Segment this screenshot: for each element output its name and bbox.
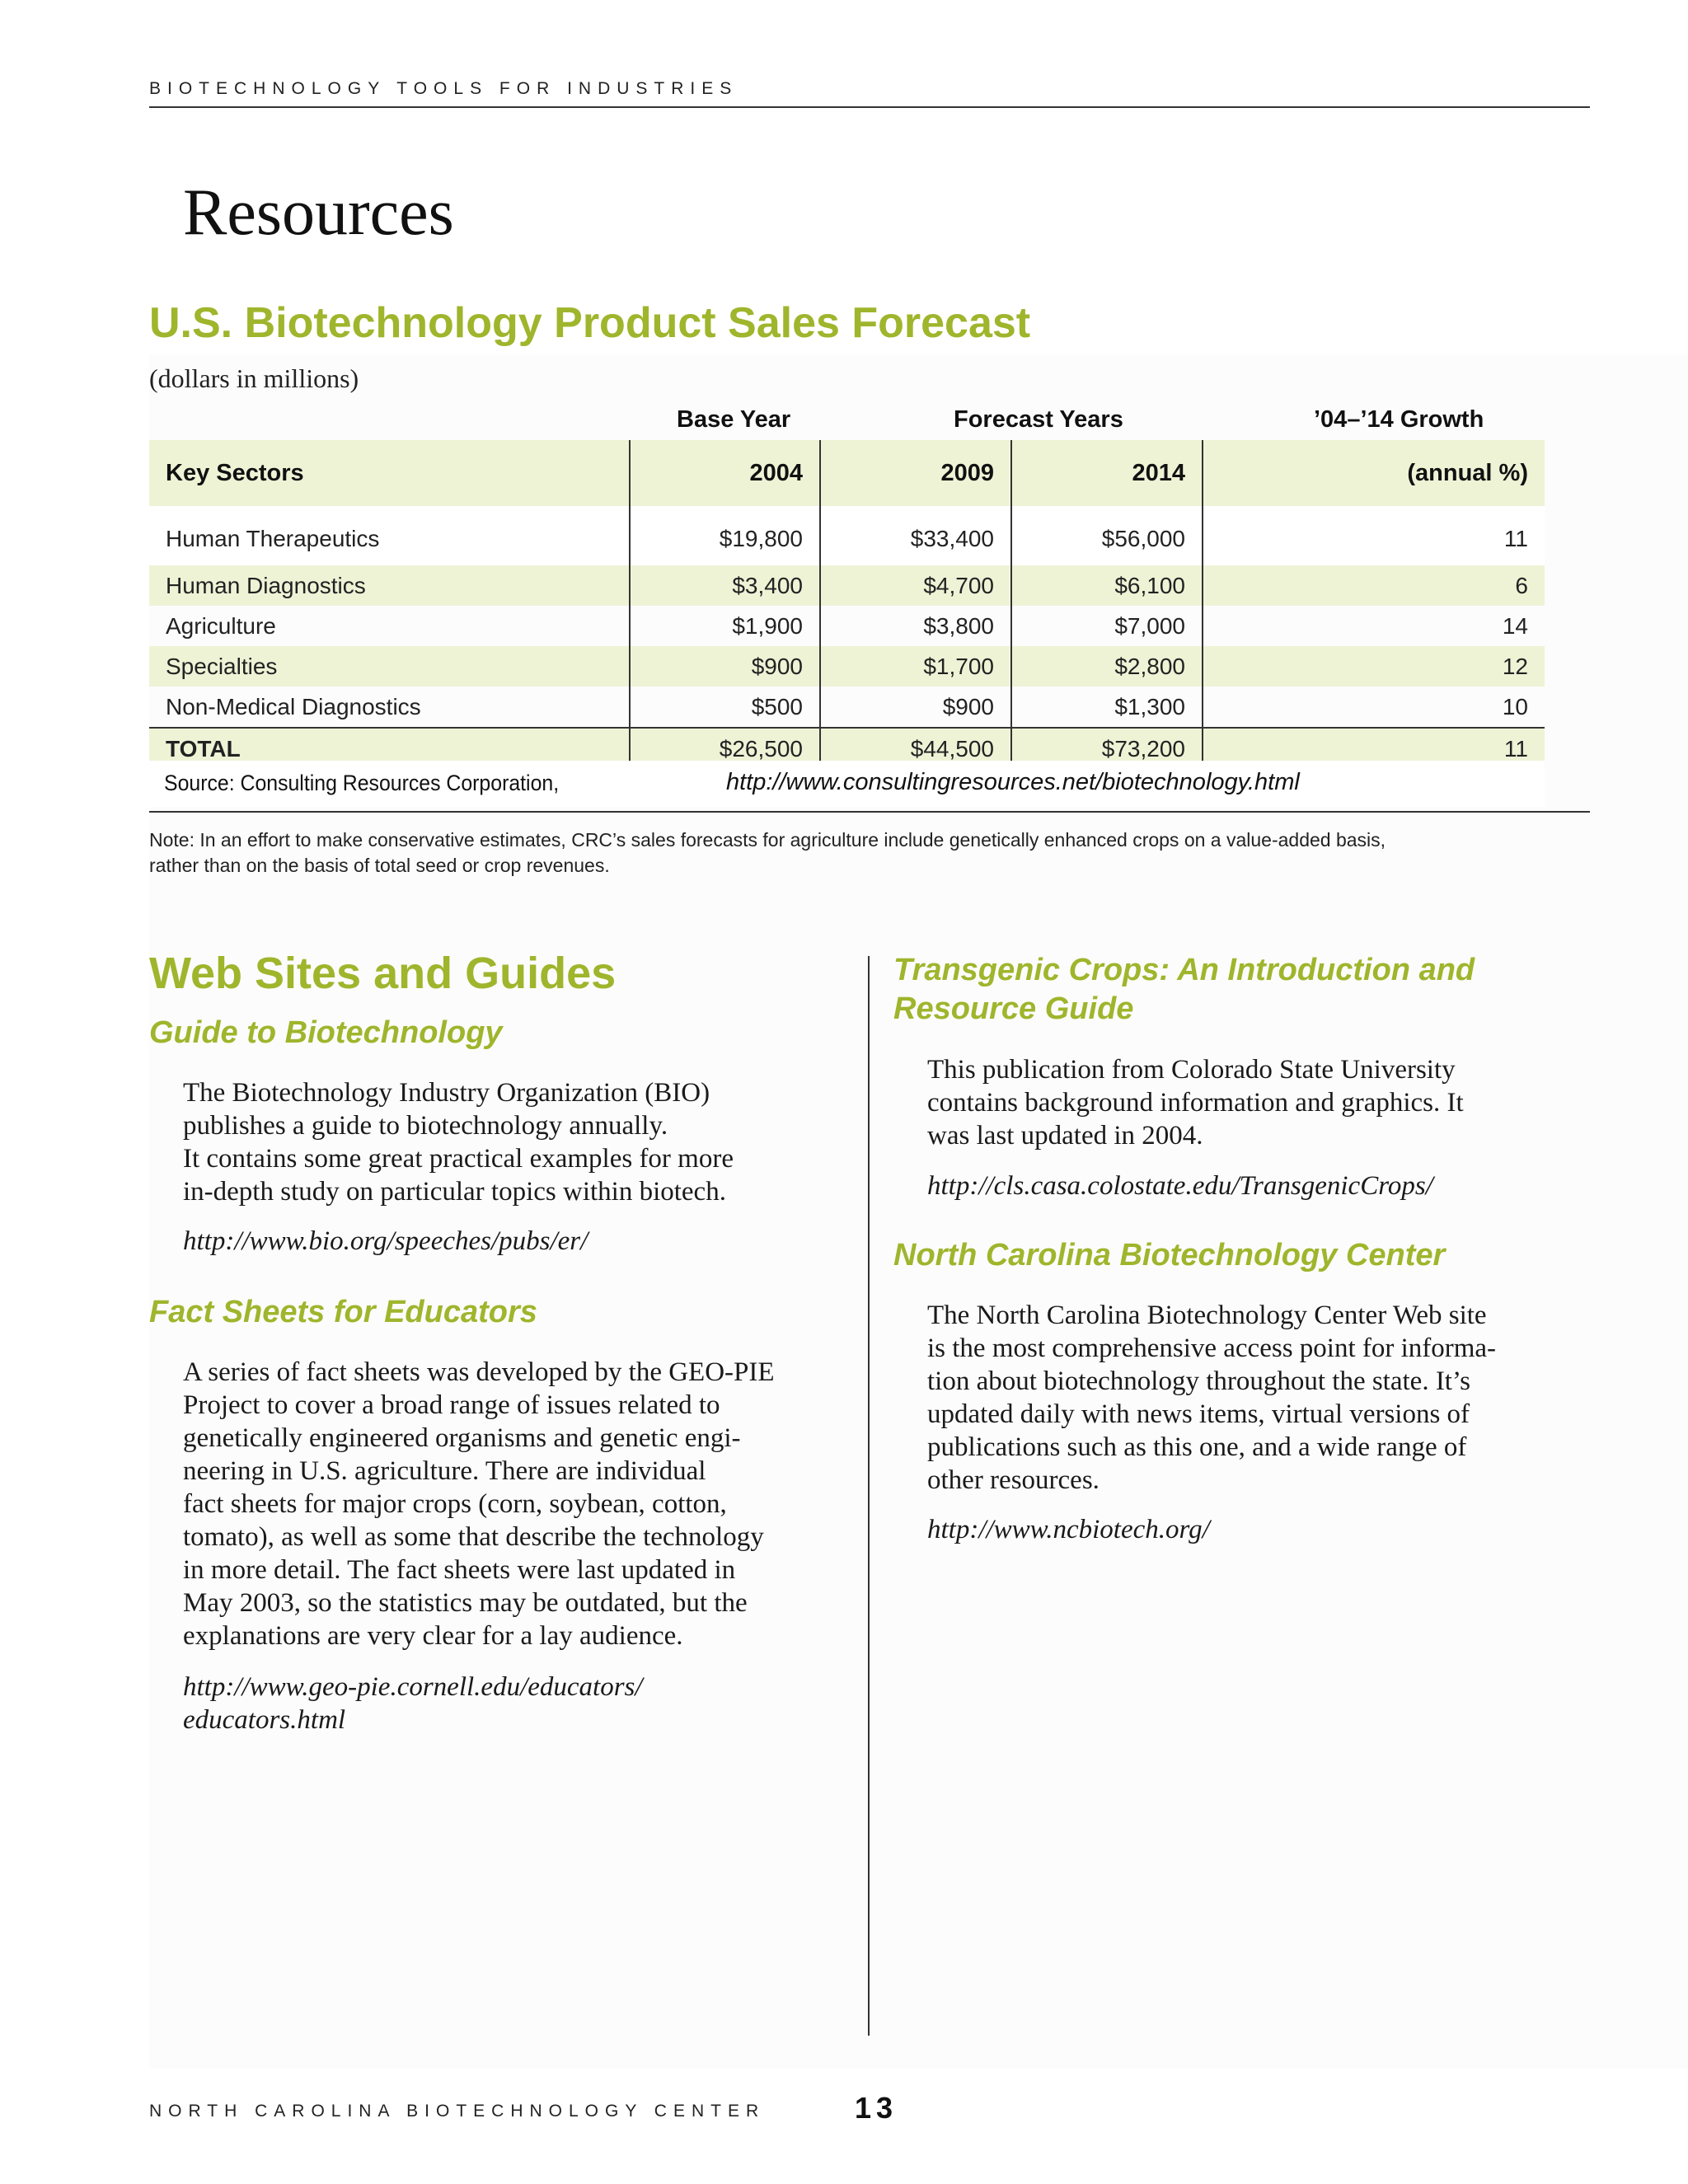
- header-rule: [149, 106, 1590, 108]
- note-line: rather than on the basis of total seed or crop revenues.: [149, 855, 610, 876]
- table-cell: 12: [1203, 646, 1545, 687]
- body-line: It contains some great practical examples for more: [183, 1144, 734, 1174]
- table-cell: $1,700: [820, 646, 1011, 687]
- table-cell: $1,900: [630, 606, 820, 646]
- body-line: genetically engineered organisms and genetic engi-: [183, 1423, 741, 1453]
- table-cell: $6,100: [1011, 565, 1203, 606]
- body-line: The Biotechnology Industry Organization (BIO): [183, 1078, 710, 1108]
- table-cell: $33,400: [820, 506, 1011, 565]
- body-line: in more detail. The fact sheets were last updated in: [183, 1555, 736, 1585]
- note-line: Note: In an effort to make conservative estimates, CRC’s sales forecasts for agriculture include genetically enhanced crops on a value-added basis,: [149, 829, 1386, 851]
- body-line: tion about biotechnology throughout the state. It’s: [927, 1366, 1470, 1396]
- table-cell: Non-Medical Diagnostics: [166, 693, 421, 719]
- table-cell: 14: [1203, 606, 1545, 646]
- table-cell: $7,000: [1011, 606, 1203, 646]
- body-line: A series of fact sheets was developed by the GEO-PIE: [183, 1357, 775, 1387]
- table-bottom-rule: [149, 811, 1590, 813]
- table-cell: 11: [1203, 506, 1545, 565]
- table-source: [149, 761, 1545, 807]
- table-cell: $900: [630, 646, 820, 687]
- group-header-forecast-years: Forecast Years: [954, 406, 1123, 433]
- group-header-base-year: Base Year: [677, 406, 791, 433]
- table-cell: 11: [1203, 728, 1545, 769]
- body-line: was last updated in 2004.: [927, 1121, 1203, 1151]
- forecast-table: [149, 440, 1545, 769]
- table-note: [149, 827, 1583, 879]
- body-line: publications such as this one, and a wide range of: [927, 1432, 1467, 1462]
- title-line: Resource Guide: [893, 991, 1134, 1026]
- guide-link[interactable]: http://www.bio.org/speeches/pubs/er/: [183, 1226, 588, 1256]
- body-line: The North Carolina Biotechnology Center Web site: [927, 1301, 1487, 1330]
- table-cell: 10: [1203, 687, 1545, 728]
- link-line[interactable]: educators.html: [183, 1705, 346, 1735]
- body-line: in-depth study on particular topics within biotech.: [183, 1177, 726, 1207]
- table-cell: $1,300: [1011, 687, 1203, 728]
- table-row: [149, 687, 1545, 728]
- forecast-title: U.S. Biotechnology Product Sales Forecast: [149, 299, 1031, 347]
- group-header-growth: ’04–’14 Growth: [1314, 406, 1484, 433]
- body-line: is the most comprehensive access point for informa-: [927, 1333, 1497, 1363]
- body-line: Project to cover a broad range of issues related to: [183, 1390, 720, 1420]
- ncbc-title: North Carolina Biotechnology Center: [893, 1238, 1446, 1272]
- column-header: 2014: [1011, 440, 1203, 506]
- ncbc-link[interactable]: http://www.ncbiotech.org/: [927, 1515, 1210, 1544]
- fact-sheets-title: Fact Sheets for Educators: [149, 1295, 537, 1329]
- table-cell: Human Therapeutics: [149, 506, 630, 565]
- table-cell: $900: [820, 687, 1011, 728]
- table-cell: $3,800: [820, 606, 1011, 646]
- body-line: explanations are very clear for a lay audience.: [183, 1621, 683, 1651]
- body-line: fact sheets for major crops (corn, soybean, cotton,: [183, 1489, 727, 1519]
- column-header: Key Sectors: [149, 440, 630, 506]
- web-sites-heading: Web Sites and Guides: [149, 949, 617, 998]
- table-row: [149, 646, 1545, 687]
- body-line: updated daily with news items, virtual versions of: [927, 1399, 1470, 1429]
- column-header: 2009: [820, 440, 1011, 506]
- source-label: Source: Consulting Resources Corporation,: [164, 771, 560, 795]
- table-row: [149, 565, 1545, 606]
- running-head: BIOTECHNOLOGY TOOLS FOR INDUSTRIES: [149, 79, 738, 98]
- column-header: 2004: [630, 440, 820, 506]
- table-cell: $56,000: [1011, 506, 1203, 565]
- page-title: Resources: [183, 176, 454, 249]
- table-cell: $19,800: [630, 506, 820, 565]
- body-line: May 2003, so the statistics may be outdated, but the: [183, 1588, 748, 1618]
- ncbc-body: [927, 1299, 1587, 1497]
- table-cell: Agriculture: [166, 612, 276, 639]
- table-cell: $2,800: [1011, 646, 1203, 687]
- footer-org: NORTH CAROLINA BIOTECHNOLOGY CENTER: [149, 2102, 766, 2121]
- fact-sheets-link[interactable]: [183, 1671, 643, 1736]
- table-cell: 6: [1203, 565, 1545, 606]
- forecast-table-wrap: [149, 440, 1545, 769]
- column-header: (annual %): [1203, 440, 1545, 506]
- body-line: publishes a guide to biotechnology annually.: [183, 1111, 668, 1141]
- transgenic-body: [927, 1053, 1570, 1152]
- table-header-row: [149, 440, 1545, 506]
- guide-body: [183, 1076, 842, 1208]
- table-cell: $26,500: [630, 728, 820, 769]
- table-row: [149, 506, 1545, 565]
- link-line[interactable]: http://www.geo-pie.cornell.edu/educators/: [183, 1672, 643, 1702]
- table-cell: $500: [630, 687, 820, 728]
- forecast-units: (dollars in millions): [149, 363, 359, 393]
- table-row: [149, 606, 1545, 646]
- table-cell: Human Diagnostics: [149, 565, 630, 606]
- transgenic-title: [893, 951, 1475, 1029]
- body-line: other resources.: [927, 1465, 1100, 1495]
- source-link[interactable]: http://www.consultingresources.net/biotechnology.html: [726, 769, 1300, 795]
- body-line: This publication from Colorado State University: [927, 1055, 1456, 1085]
- table-cell: $3,400: [630, 565, 820, 606]
- table-cell: TOTAL: [149, 728, 630, 769]
- body-line: tomato), as well as some that describe the technology: [183, 1522, 764, 1552]
- table-cell: $73,200: [1011, 728, 1203, 769]
- guide-title: Guide to Biotechnology: [149, 1015, 503, 1050]
- body-line: contains background information and graphics. It: [927, 1088, 1464, 1118]
- page-number: 13: [855, 2091, 898, 2125]
- table-cell: $44,500: [820, 728, 1011, 769]
- body-line: neering in U.S. agriculture. There are individual: [183, 1456, 706, 1486]
- title-line: Transgenic Crops: An Introduction and: [893, 953, 1475, 987]
- fact-sheets-body: [183, 1356, 859, 1652]
- transgenic-link[interactable]: http://cls.casa.colostate.edu/TransgenicCrops/: [927, 1171, 1433, 1201]
- column-divider: [868, 956, 870, 2036]
- table-cell: $4,700: [820, 565, 1011, 606]
- table-cell: Specialties: [149, 646, 630, 687]
